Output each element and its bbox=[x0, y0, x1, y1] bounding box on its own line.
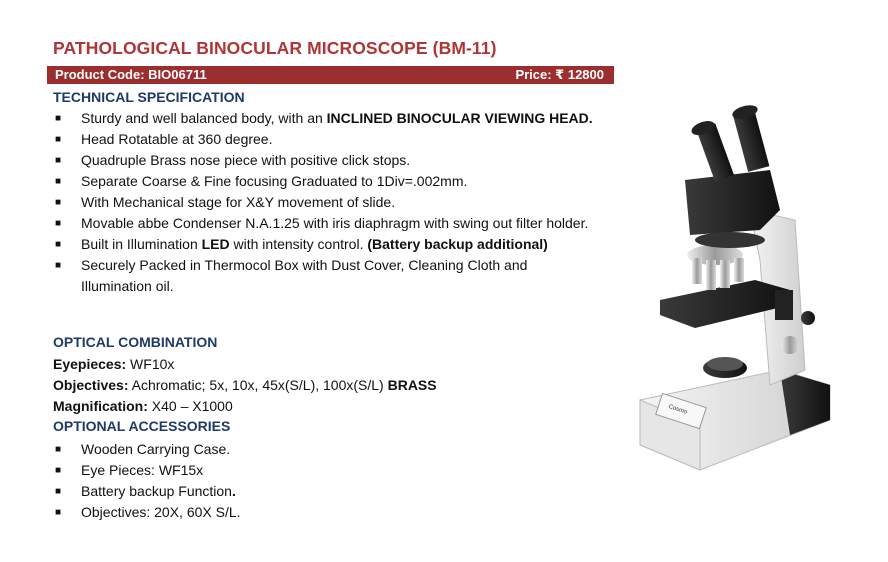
list-item: ■ Wooden Carrying Case. bbox=[53, 439, 593, 460]
microscope-image bbox=[630, 100, 840, 480]
bullet-icon: ■ bbox=[55, 486, 62, 497]
list-item: ■ Sturdy and well balanced body, with an INCLINED BINOCULAR VIEWING HEAD. bbox=[53, 108, 593, 129]
product-bar bbox=[47, 66, 614, 84]
list-item: ■ Quadruple Brass nose piece with positive click stops. bbox=[53, 150, 593, 171]
eyepieces-row: Eyepieces: WF10x bbox=[53, 356, 175, 372]
product-title: PATHOLOGICAL BINOCULAR MICROSCOPE (BM-11) bbox=[53, 38, 497, 58]
list-item: ■ Battery backup Function. bbox=[53, 481, 593, 502]
list-item: ■ Separate Coarse & Fine focusing Graduated to 1Div=.002mm. bbox=[53, 171, 593, 192]
list-item: ■ With Mechanical stage for X&Y movement of slide. bbox=[53, 192, 593, 213]
bullet-icon: ■ bbox=[55, 444, 62, 455]
bullet-icon: ■ bbox=[55, 507, 62, 518]
bullet-icon: ■ bbox=[55, 197, 62, 208]
tech-spec-list bbox=[53, 108, 593, 297]
optional-list bbox=[53, 439, 593, 523]
bullet-icon: ■ bbox=[55, 176, 62, 187]
bullet-icon: ■ bbox=[55, 260, 62, 271]
brand-label: Cosmo bbox=[667, 404, 688, 416]
objectives-row: Objectives: Achromatic; 5x, 10x, 45x(S/L), 100x(S/L) BRASS bbox=[53, 377, 437, 393]
list-item: ■ Movable abbe Condenser N.A.1.25 with iris diaphragm with swing out filter holder. bbox=[53, 213, 593, 234]
list-item: ■ Securely Packed in Thermocol Box with Dust Cover, Cleaning Cloth and Illumination oil. bbox=[55, 257, 528, 294]
list-item: ■ Head Rotatable at 360 degree. bbox=[53, 129, 593, 150]
bullet-icon: ■ bbox=[55, 134, 62, 145]
product-price: Price: ₹ 12800 bbox=[515, 67, 604, 82]
optional-heading: OPTIONAL ACCESSORIES bbox=[53, 418, 231, 434]
list-item: ■ Objectives: 20X, 60X S/L. bbox=[53, 502, 593, 523]
tech-spec-heading: TECHNICAL SPECIFICATION bbox=[53, 89, 245, 105]
optical-heading: OPTICAL COMBINATION bbox=[53, 334, 218, 350]
bullet-icon: ■ bbox=[55, 113, 62, 124]
magnification-row: Magnification: X40 – X1000 bbox=[53, 398, 233, 414]
bullet-icon: ■ bbox=[55, 239, 62, 250]
bullet-icon: ■ bbox=[55, 155, 62, 166]
list-item: ■ Eye Pieces: WF15x bbox=[53, 460, 593, 481]
product-code: Product Code: BIO06711 bbox=[55, 67, 207, 82]
list-item: ■ Built in Illumination LED with intensity control. (Battery backup additional) bbox=[53, 234, 593, 255]
bullet-icon: ■ bbox=[55, 465, 62, 476]
bullet-icon: ■ bbox=[55, 218, 62, 229]
